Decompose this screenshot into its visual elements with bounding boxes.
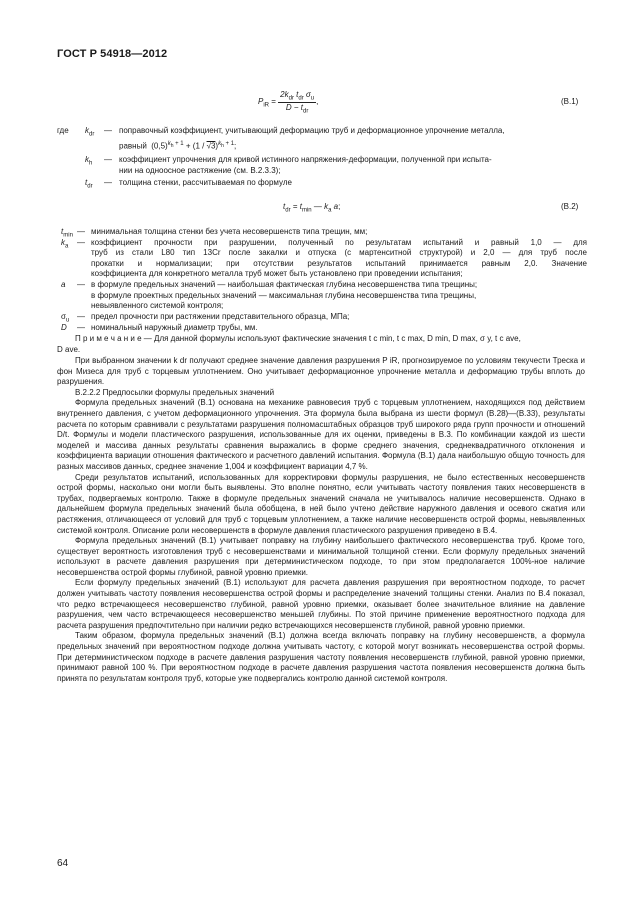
def-sigma: предел прочности при растяжении представительного образца, МПа;: [91, 312, 350, 321]
paragraph: Если формулу предельных значений (В.1) используют для расчета давления разрушения при вероятностном подходе, то расчет должен учитывать частоту появления несовершенства острой формы и распределение значений толщины стенки. Анализ по В.4 показал, что редко встречающееся несовершенство глубиной, равной уровню приемки, оказывает более значительное влияние на давление разрушения, чем часто встречающееся несовершенство меньшей глубины. По этой причине применение вероятностного подхода для расчета разрушения предпочтительно при наличии редко встречающихся несовершенств глубиной, равной уровню приемки.: [57, 578, 585, 630]
eq-b1-fraction: $\frac{2k_{dr} t_{dr} \sigma_u}{D - t_{dr}}$: [280, 90, 315, 115]
def-d: номинальный наружный диаметр трубы, мм.: [91, 322, 258, 332]
def-ka-cont1: труб из стали L80 тип 13Cr после закалки и отпуска (с мартенситной структурой) и 2,0 — для труб после: [91, 248, 587, 258]
def-tmin: минимальная толщина стенки без учета несовершенств типа трещин, мм;: [91, 227, 368, 236]
paragraph: Формула предельных значений (В.1) основана на механике равновесия труб с торцевым уплотнением, находящихся под действием внутреннего давления, с учетом деформационного упрочнения. Эта формула была выбрана из шести формул (В.28)—(В.33), результаты расчета по которым сравнивали с результатами разрушения полномасштабных образцов труб широкого ряда групп прочности и отношений D/t. Формулы и модели пластического разрушения, использованные для их оценки, приведены в В.3. По комбинации каждой из шести моделей и массива данных результаты сравнения выражались в форме среднего значения, среднеквадратичного отклонения и коэффициента вариации отношения фактического и расчетного давлений испытания. Формула (В.1) дала наибольшую общую точность для разных массивов данных, среднее значение 1,004 и коэффициент вариации 4,7 %.: [57, 398, 585, 471]
def-ka-cont2: прокатки и нормализации; при отсутствии результатов испытаний принимается равным 2,0. Значение: [91, 258, 587, 268]
def-kh-cont: нии на одноосное растяжение (см. В.2.3.3);: [119, 165, 281, 175]
note-cont: D ave.: [57, 344, 81, 354]
subsection-heading: В.2.2.2 Предпосылки формулы предельных значений: [75, 387, 275, 397]
def-kh: коэффициент упрочнения для кривой истинного напряжения-деформации, полученной при испыта-: [119, 155, 492, 164]
paragraph: Среди результатов испытаний, использованных для корректировки формулы разрушения, не было естественных несовершенств острой формы, насколько они могли быть выявлены. Это вполне понятно, если учитывать частоту появления таких несовершенств в трубах, подвергаемых контролю. Также в формуле предельных значений сначала не учитывалось наличие несовершенств. Однако в дальнейшем формула предельных значений была обобщена, в ней было учтено действие наружного давления и осевого сжатия или растяжения, отличающееся от условий для труб с торцевым уплотнением, а также наличие несовершенств острой формы, невыявленных системой контроля. Описание роли несовершенств в формуле давления пластического разрушения приведено в В.4.: [57, 472, 585, 535]
body-paragraphs: [57, 356, 585, 684]
eq-b1-lhs-sub: iR: [263, 102, 270, 109]
note: [57, 334, 585, 355]
equation-b1-label: (B.1): [561, 97, 579, 106]
equation-b2: $t_{dr} = t_{min}$ — $k_a$ a;: [283, 202, 341, 214]
def-kdr-formula: равный $(0,5)^{k_h + 1} + (1 / √3)^{k_h + 1}$;: [119, 141, 237, 151]
standard-header: ГОСТ Р 54918—2012: [57, 48, 168, 60]
document-page: ГОСТ Р 54918—2012 $P_{iR}$ = $\frac{2k_{dr} t_{dr} \sigma_u}{D - t_{dr}}$ , (B.1) где $k_{dr}$ — поправочный коэффициент, учитывающий деформацию труб и деформационное упрочнение металла, равный $(0,5)^{k_h + 1} + (1 / √3)^{k_h + 1}$; $k_h$ — коэффициент упрочнения для кривой истинного напряжения-деформации, полученной при испыта- нии на одноосное растяжение (см. В.2.3.3); $t_{dr}$ — толщина стенки, рассчитываемая по формуле $t_{dr} = t_{min}$ — $k_a$ a; (B.2) $t_{min}$ — минимальная толщина стенки без учета несовершенств типа трещин, мм; $k_a$ — коэффициент прочности при разрушении, полученный по результатам испытаний и равный 1,0 — для труб из стали L80 тип 13Cr после закалки и отпуска (с мартенситной структурой) и 2,0 — для труб после прокатки и нормализации; при отсутствии результатов испытаний принимается равным 2,0. Значение коэффициента для конкретного металла труб может быть установлено при проведении испытания; a — в формуле предельных значений — наибольшая фактическая глубина несовершенства типа трещины; в формуле проектных предельных значений — максимальная глубина несовершенства типа трещины, невыявленного системой контроля; $\sigma_u$ — предел прочности при растяжении представительного образца, МПа; D — номинальный наружный диаметр трубы, мм. П р и м е ч а н и е — Для данной формулы используют фактические значения t c min, t c max, D min, D max, σ y, t c ave, D ave. При выбранном значении k dr получают среднее значение давления разрушения P iR, прогнозируемое по условиям текучести Треска и фон Мизеса для труб с торцевым уплотнением. Оно учитывает деформационное упрочнение металла и деформацию трубы вплоть до разрушения. В.2.2.2 Предпосылки формулы предельных значений Формула предельных значений (В.1) основана на механике равновесия труб с торцевым уплотнением, находящихся под действием внутреннего давления, с учетом деформационного упрочнения. Эта формула была выбрана из шести формул (В.28)—(В.33), результаты расчета по которым сравнивали с результатами разрушения полномасштабных образцов труб широкого ряда групп прочности и отношений D/t. Формулы и модели пластического разрушения, использованные для их оценки, приведены в В.3. По комбинации каждой из шести моделей и массива данных результаты сравнения выражались в форме среднего значения, среднеквадратичного отклонения и коэффициента вариации отношения фактического и расчетного давлений испытания. Формула (В.1) дала наибольшую общую точность для разных массивов данных, среднее значение 1,004 и коэффициент вариации 4,7 %. Среди результатов испытаний, использованных для корректировки формулы разрушения, не было естественных несовершенств острой формы, насколько они могли быть выявлены. Это вполне понятно, если учитывать частоту появления таких несовершенств в трубах, подвергаемых контролю. Также в формуле предельных значений сначала не учитывалось наличие несовершенств. Однако в дальнейшем формула предельных значений была обобщена, в ней было учтено действие наружного давления и осевого сжатия или растяжения, отличающееся от условий для труб с торцевым уплотнением, а также наличие несовершенств острой формы, невыявленных системой контроля. Описание роли несовершенств в формуле давления пластического разрушения приведено в В.4. Формула предельных значений (В.1) учитывает поправку на глубину наибольшего фактического несовершенства труб. Кроме того, существует вероятность изготовления труб с несовершенствами и минимальной толщиной стенки. Если формулу предельных значений используют в расчете давления разрушения при детерминистическом подходе, то при этом предполагается 100%-ное наличие несовершенства острой формы глубиной, равной уровню приемки. Если формулу предельных значений (В.1) используют для расчета давления разрушения при вероятностном подходе, то расчет должен учитывать частоту появления несовершенства острой формы и распределение значений толщины стенки. Анализ по В.4 показал, что редко встречающееся несовершенство глубиной, равной уровню приемки, оказывает более значительное влияние на давление разрушения, чем часто встречающееся несовершенство меньшей глубины. По этой причине применение вероятностного подхода для расчета разрушения предпочтительно при наличии редко встречающихся несовершенств глубиной, равной уровню приемки. Таким образом, формула предельных значений (В.1) должна всегда включать поправку на глубину несовершенств, а формула предельных значений при вероятностном подходе должна учитывать частоту, с которой могут возникать несовершенства острой формы. При детерминистическом подходе в расчете давления разрушения частоту появления несовершенств глубиной, равной уровню приемки, принимают равной 100 %. При вероятностном подходе в расчете давления разрушения частота появления несовершенств должна быть принята по результатам контроля труб, которые уже подвергались контролю данной системой контроля. 64: [0, 0, 630, 913]
paragraph: Таким образом, формула предельных значений (В.1) должна всегда включать поправку на глубину несовершенств, а формула предельных значений при вероятностном подходе должна учитывать частоту, с которой могут возникать несовершенства острой формы. При детерминистическом подходе в расчете давления разрушения частоту появления несовершенств глубиной, равной уровню приемки, принимают равной 100 %. При вероятностном подходе в расчете давления разрушения частота появления несовершенств должна быть принята по результатам контроля труб, которые уже подвергались контролю данной системой контроля.: [57, 631, 585, 683]
paragraph: При выбранном значении k dr получают среднее значение давления разрушения P iR, прогнозируемое по условиям текучести Треска и фон Мизеса для труб с торцевым уплотнением. Оно учитывает деформационное упрочнение металла и деформацию трубы вплоть до разрушения.: [57, 356, 585, 387]
equation-b1: $P_{iR}$ = $\frac{2k_{dr} t_{dr} \sigma_u}{D - t_{dr}}$ ,: [258, 90, 319, 115]
def-a-cont1: в формуле проектных предельных значений — максимальная глубина несовершенства типа трещины,: [91, 290, 477, 300]
paragraph: Формула предельных значений (В.1) учитывает поправку на глубину наибольшего фактического несовершенства труб. Кроме того, существует вероятность изготовления труб с несовершенствами и минимальной толщиной стенки. Если формулу предельных значений используют в расчете давления разрушения при детерминистическом подходе, то при этом предполагается 100%-ное наличие несовершенства острой формы глубиной, равной уровню приемки.: [57, 536, 585, 577]
where-word: где: [57, 126, 69, 135]
def-ka-cont3: коэффициента для конкретного металла труб может быть установлено при проведении испытания;: [91, 269, 463, 279]
def-ka: коэффициент прочности при разрушении, полученный по результатам испытаний и равный 1,0 — для: [91, 237, 587, 247]
note-text: — Для данной формулы используют фактические значения t c min, t c max, D min, D max, σ y, t c ave,: [141, 334, 521, 343]
page-number: 64: [57, 858, 69, 869]
equation-b2-label: (B.2): [561, 202, 579, 211]
def-tdr: толщина стенки, рассчитываемая по формуле: [119, 178, 292, 187]
def-a-cont2: невыявленного системой контроля;: [91, 301, 224, 311]
note-label: П р и м е ч а н и е: [75, 334, 142, 343]
def-kdr: поправочный коэффициент, учитывающий деформацию труб и деформационное упрочнение металла,: [119, 126, 505, 135]
def-a: в формуле предельных значений — наибольшая фактическая глубина несовершенства типа трещины;: [91, 280, 478, 289]
